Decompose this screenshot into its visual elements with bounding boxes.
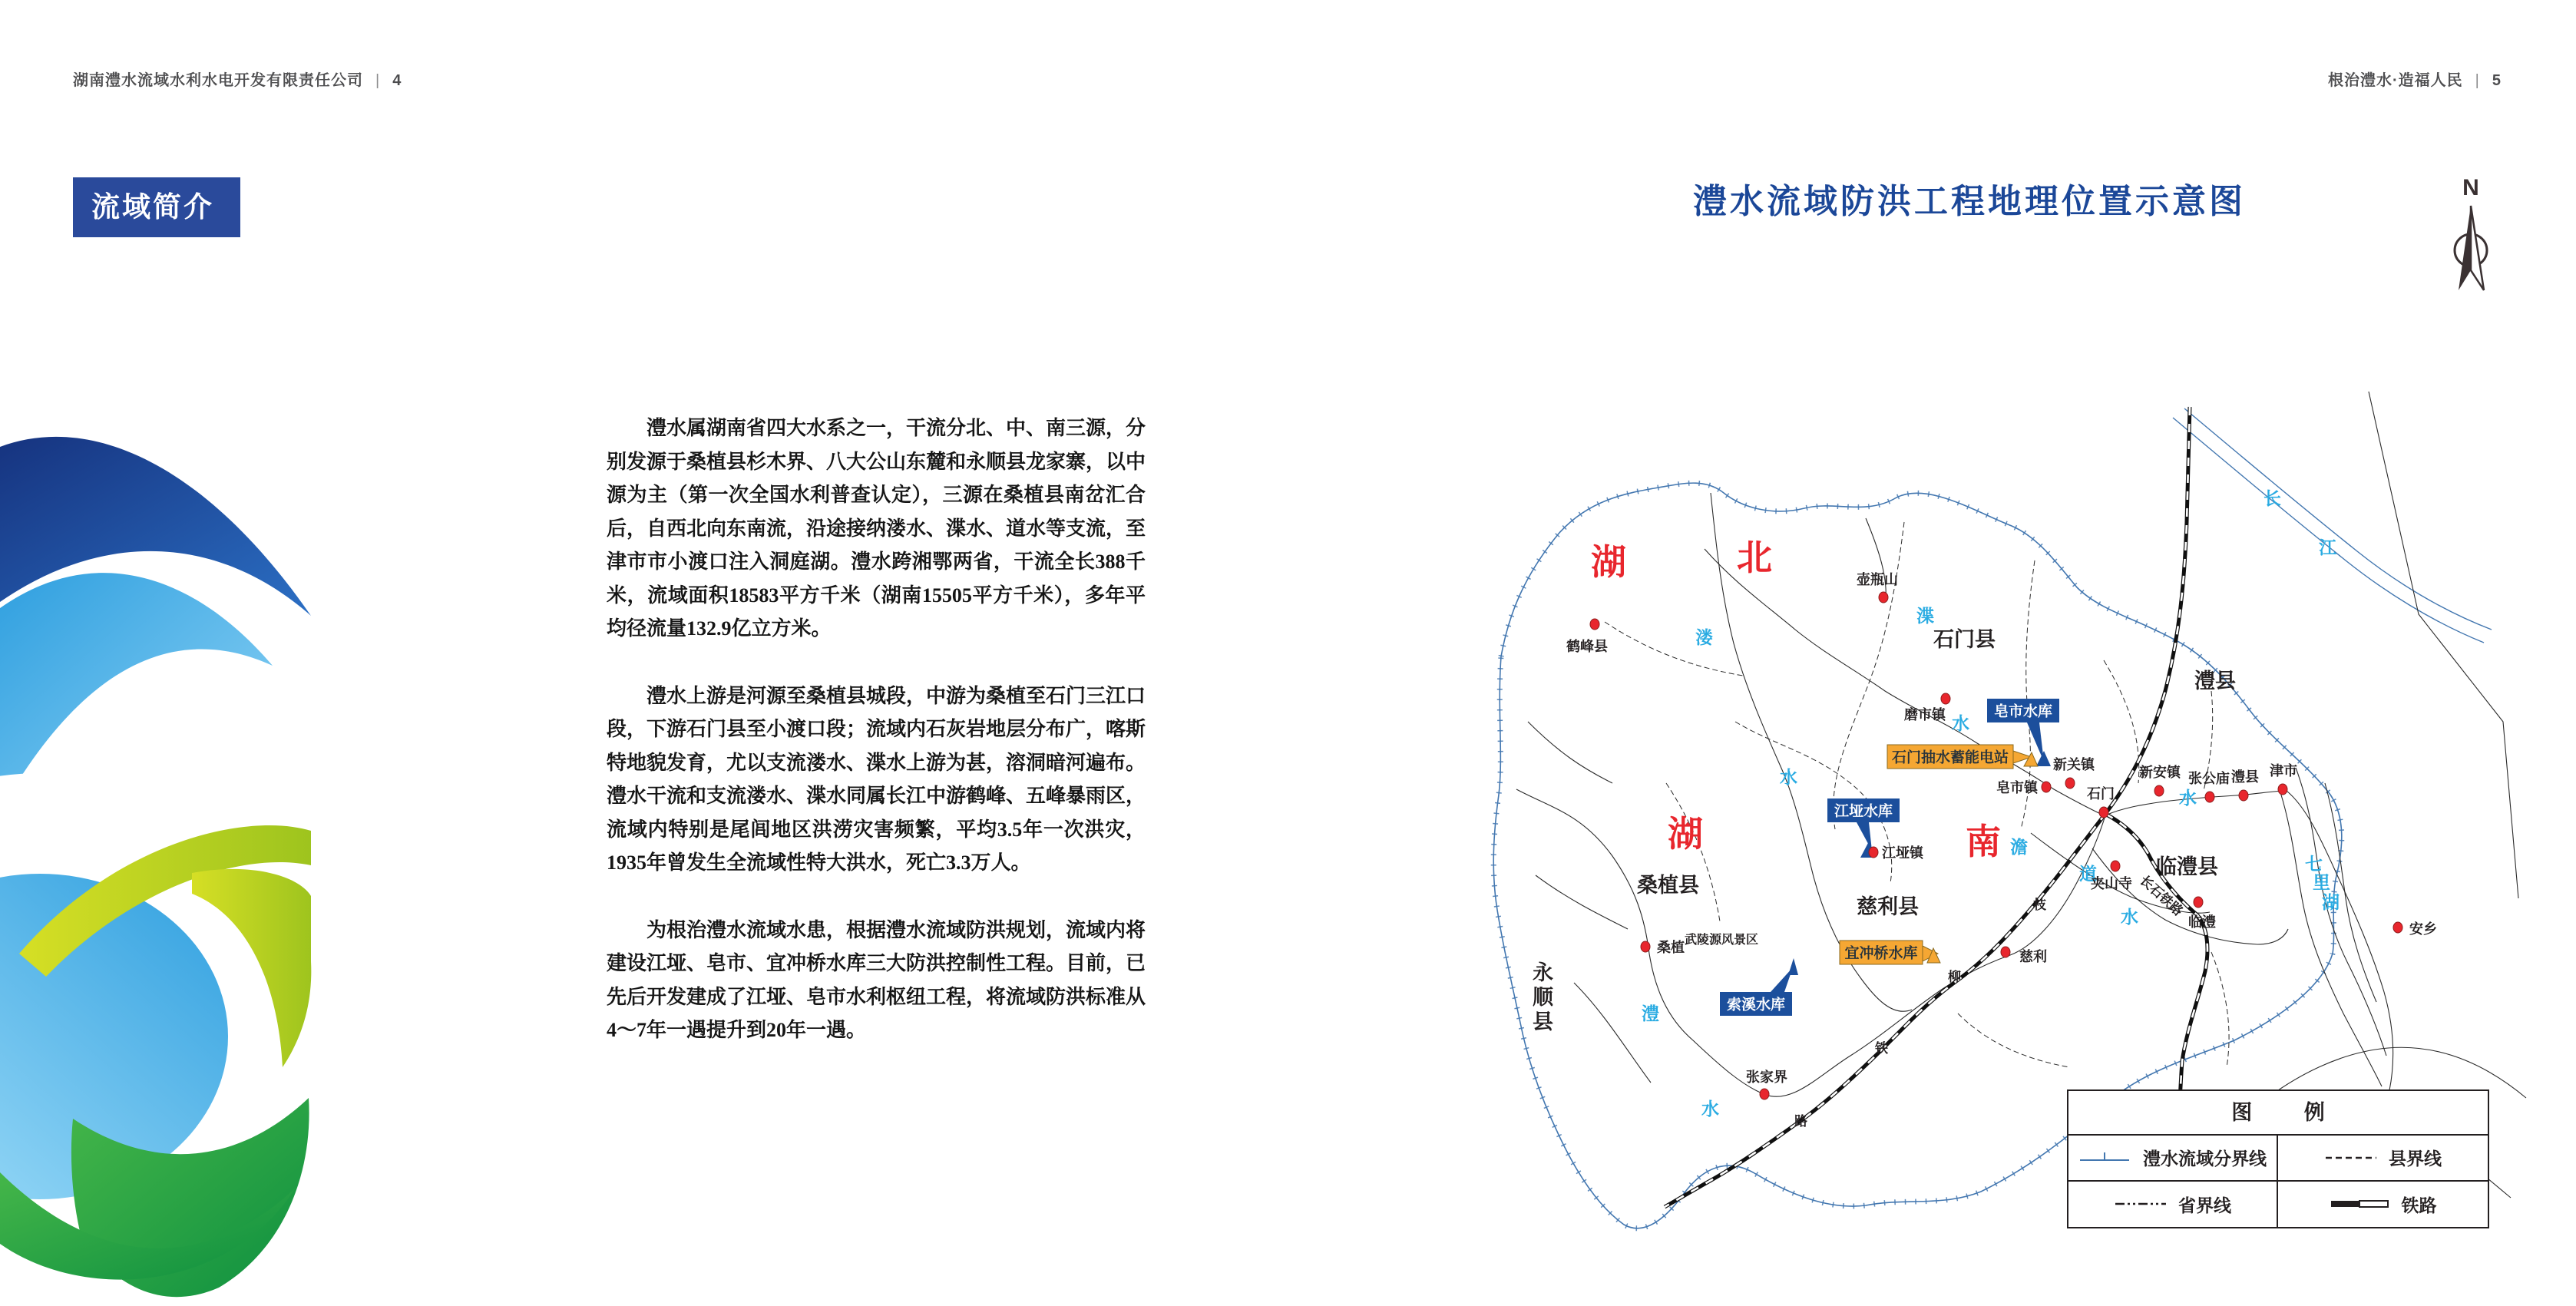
map-city-dot bbox=[2278, 784, 2287, 795]
map-water-label: 水 bbox=[1701, 1099, 1719, 1119]
dam-marker-icon bbox=[2036, 751, 2051, 766]
map-city-label: 皂市镇 bbox=[1996, 780, 2038, 795]
map-water-label: 里 bbox=[2313, 872, 2330, 892]
map-water-label: 澹 bbox=[2010, 837, 2028, 857]
company-name: 湖南澧水流域水利水电开发有限责任公司 bbox=[73, 72, 363, 89]
map-city-dot bbox=[1760, 1089, 1769, 1099]
map-city-label: 新安镇 bbox=[2139, 765, 2181, 780]
map-city-label: 安乡 bbox=[2409, 921, 2437, 937]
map-city-dot bbox=[2194, 897, 2203, 908]
facility-label: 石门抽水蓄能电站 bbox=[1891, 749, 2009, 766]
map-city-dot bbox=[2065, 778, 2075, 789]
legend-label: 澧水流域分界线 bbox=[2143, 1149, 2267, 1169]
dam-marker-icon bbox=[1788, 958, 1798, 975]
map-water-label: 水 bbox=[1952, 713, 1969, 733]
left-page-number: 4 bbox=[392, 72, 402, 89]
facility-label: 皂市水库 bbox=[1993, 703, 2053, 720]
map-county-label: 桑植县 bbox=[1637, 874, 1699, 897]
map-title: 澧水流域防洪工程地理位置示意图 bbox=[1693, 183, 2246, 220]
map-county-label: 县 bbox=[1533, 1010, 1553, 1033]
map-city-dot bbox=[2393, 922, 2402, 933]
legend-label: 县界线 bbox=[2389, 1149, 2442, 1169]
map-city-dot bbox=[1879, 592, 1888, 603]
map-city-dot bbox=[2001, 947, 2010, 957]
map-county-label: 顺 bbox=[1533, 986, 1553, 1009]
legend-item-railway bbox=[2278, 1182, 2488, 1228]
map-railway-label: 柳 bbox=[1948, 970, 1961, 984]
map-city-label: 石门 bbox=[2087, 786, 2115, 802]
map-water-label: 湖 bbox=[2322, 892, 2340, 912]
legend-item-county-boundary bbox=[2278, 1136, 2488, 1182]
map-misc-label: 长石铁路 bbox=[2137, 872, 2186, 919]
map-province-label: 湖 bbox=[1591, 542, 1628, 582]
slogan: 根治澧水·造福人民 bbox=[2328, 72, 2463, 89]
map-legend bbox=[2067, 1089, 2489, 1228]
map-city-label: 鹤峰县 bbox=[1566, 639, 1608, 654]
map-water-label: 江 bbox=[2319, 537, 2336, 557]
map-railway-label: 枝 bbox=[2033, 898, 2046, 912]
map-city-dot bbox=[1941, 693, 1950, 704]
map-misc-label: 武陵源风景区 bbox=[1685, 934, 1759, 947]
map-water-label: 水 bbox=[2179, 788, 2197, 808]
map-water-label: 水 bbox=[2121, 907, 2138, 927]
map-province-label: 南 bbox=[1966, 822, 2002, 861]
map-water-label: 七 bbox=[2305, 854, 2323, 874]
map-city-dot bbox=[2239, 790, 2248, 801]
map-city-dot bbox=[2099, 807, 2108, 818]
map-city-label: 磨市镇 bbox=[1904, 707, 1946, 722]
map-city-dot bbox=[2111, 861, 2120, 871]
map-county-label: 石门县 bbox=[1933, 628, 1996, 651]
right-page-number: 5 bbox=[2492, 72, 2502, 89]
map-city-label: 慈利 bbox=[2019, 949, 2047, 964]
map-city-label: 津市 bbox=[2270, 763, 2297, 779]
map-county-label: 永 bbox=[1533, 961, 1553, 984]
legend-item-basin-boundary bbox=[2068, 1136, 2278, 1182]
map-county-label: 临澧县 bbox=[2156, 855, 2218, 878]
legend-label: 省界线 bbox=[2178, 1195, 2231, 1215]
map-city-label: 壶瓶山 bbox=[1857, 572, 1898, 587]
map-labels-layer bbox=[1533, 488, 2437, 1129]
county-boundary-lines bbox=[1605, 522, 2229, 1067]
map-water-label: 长 bbox=[2264, 488, 2281, 508]
map-city-label: 张家界 bbox=[1746, 1070, 1787, 1085]
map-water-label: 溇 bbox=[1695, 627, 1713, 647]
map-county-label: 澧县 bbox=[2194, 670, 2236, 693]
header-separator: | bbox=[2475, 72, 2480, 89]
compass-label: N bbox=[2462, 175, 2479, 200]
facility-label: 索溪水库 bbox=[1726, 997, 1786, 1013]
map-city-label: 新关镇 bbox=[2053, 757, 2095, 772]
map-city-label: 桑植 bbox=[1657, 940, 1685, 955]
map-water-label: 道 bbox=[2079, 864, 2097, 884]
facility-pointer bbox=[1771, 967, 1793, 992]
map-city-label: 江垭镇 bbox=[1882, 845, 1923, 861]
map-water-label: 渫 bbox=[1916, 606, 1934, 626]
map-city-label: 临澧 bbox=[2188, 914, 2216, 930]
railway-symbol-icon bbox=[2330, 1196, 2391, 1212]
county-boundary-symbol-icon bbox=[2324, 1150, 2378, 1165]
map-railway-label: 路 bbox=[1794, 1114, 1807, 1129]
legend-item-province-boundary bbox=[2068, 1182, 2278, 1228]
map-city-label: 张公庙 bbox=[2188, 771, 2230, 786]
yangtze-river-lines bbox=[2173, 408, 2492, 643]
map-province-label: 北 bbox=[1737, 537, 1774, 577]
legend-label: 铁路 bbox=[2401, 1195, 2437, 1215]
paragraph-2: 澧水上游是河源至桑植县城段，中游为桑植至石门三江口段，下游石门县至小渡口段；流域内石灰岩地层分布广，喀斯特地貌发育，尤以支流溇水、渫水上游为甚，溶洞暗河遍布。澧水干流和支流溇水、渫水同属长江中游鹤峰、五峰暴雨区，流域内特别是尾闾地区洪涝灾害频繁，平均3.5年一次洪灾，1935年曾发生全流域性特大洪水，死亡3.3万人。 bbox=[607, 684, 1146, 874]
map-railway-label: 铁 bbox=[1875, 1041, 1888, 1056]
legend-title: 图 例 bbox=[2068, 1091, 2488, 1136]
map-city-dot bbox=[2042, 782, 2051, 792]
paragraph-3: 为根治澧水流域水患，根据澧水流域防洪规划，流域内将建设江垭、皂市、宜冲桥水库三大防洪控制性工程。目前，已先后开发建成了江垭、皂市水利枢纽工程，将流域防洪标准从4～7年一遇提升到20年一遇。 bbox=[607, 918, 1146, 1041]
section-title: 流域简介 bbox=[73, 177, 240, 237]
company-logo-graphic bbox=[0, 424, 330, 1306]
compass-north-icon bbox=[2448, 174, 2494, 306]
map-county-label: 慈利县 bbox=[1857, 895, 1919, 918]
paragraph-1: 澧水属湖南省四大水系之一，干流分北、中、南三源，分别发源于桑植县杉木界、八大公山东麓和永顺县龙家寨，以中源为主（第一次全国水利普查认定），三源在桑植县南岔汇合后，自西北向东南流，沿途接纳溇水、渫水、道水等支流，至津市市小渡口注入洞庭湖。澧水跨湘鄂两省，干流全长388千米，流域面积18583平方千米（湖南15505平方千米），多年平均径流量132.9亿立方米。 bbox=[607, 417, 1146, 640]
map-city-dot bbox=[1641, 941, 1650, 952]
railway-lines bbox=[1665, 407, 2207, 1207]
province-boundary-symbol-icon bbox=[2114, 1196, 2168, 1212]
map-water-label: 澧 bbox=[1642, 1003, 1659, 1023]
left-page-header bbox=[73, 68, 402, 90]
legend-grid bbox=[2068, 1136, 2488, 1227]
map-city-dot bbox=[2205, 792, 2214, 802]
map-water-label: 水 bbox=[1780, 767, 1797, 787]
right-page-header bbox=[2328, 68, 2502, 90]
dam-marker-icon bbox=[2024, 752, 2038, 766]
facility-label: 江垭水库 bbox=[1834, 803, 1893, 820]
basin-boundary-symbol-icon bbox=[2078, 1150, 2132, 1165]
map-city-dot bbox=[1869, 847, 1878, 858]
map-province-label: 湖 bbox=[1668, 814, 1705, 854]
body-text bbox=[607, 412, 1146, 1081]
header-separator: | bbox=[375, 72, 381, 89]
map-city-dot bbox=[2154, 785, 2164, 796]
map-city-label: 澧县 bbox=[2231, 769, 2259, 785]
map-city-label: 夹山寺 bbox=[2091, 876, 2132, 891]
map-city-dot bbox=[1590, 619, 1599, 630]
facility-label: 宜冲桥水库 bbox=[1844, 945, 1918, 962]
